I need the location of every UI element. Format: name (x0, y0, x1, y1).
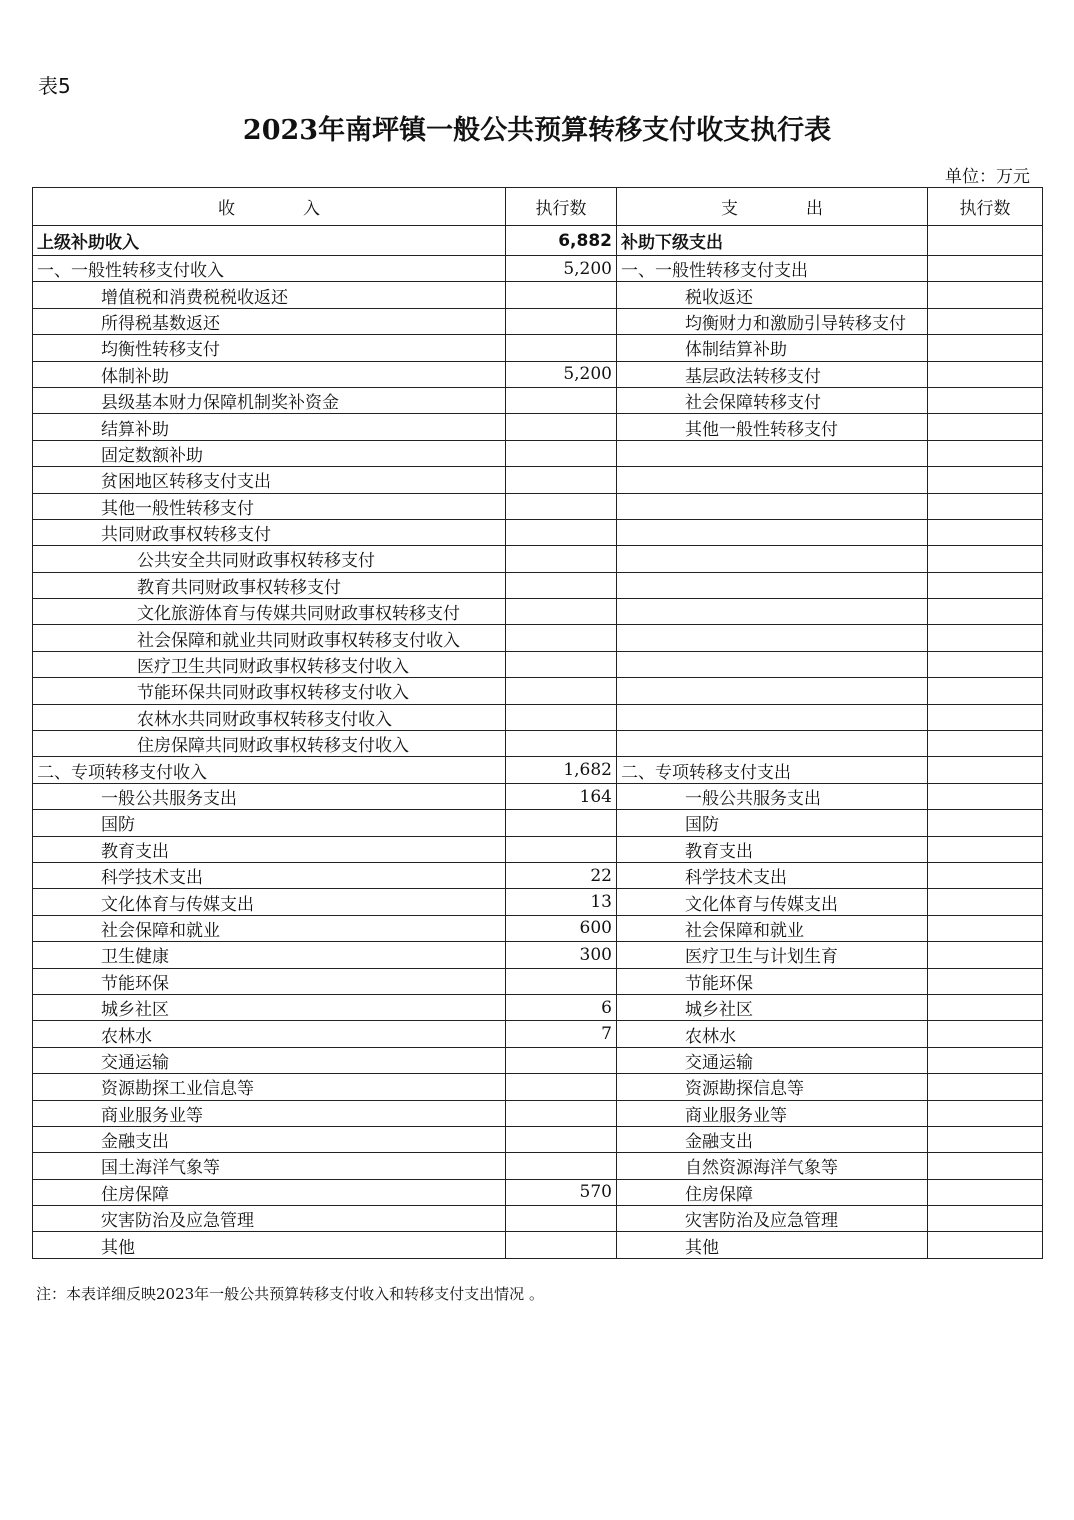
table-row (33, 968, 1043, 994)
expense-amount-cell (928, 678, 1043, 704)
table-row (33, 625, 1043, 651)
expense-item-cell (617, 625, 928, 651)
expense-item-cell: 交通运输 (617, 1047, 928, 1073)
expense-item-cell: 城乡社区 (617, 994, 928, 1020)
header-expense: 支 出 (617, 188, 928, 226)
table-row (33, 757, 1043, 783)
income-amount-cell (506, 1153, 617, 1179)
expense-item-cell (617, 599, 928, 625)
table-row (33, 942, 1043, 968)
income-item-cell: 节能环保共同财政事权转移支付收入 (33, 678, 506, 704)
expense-amount-cell (928, 625, 1043, 651)
income-item-cell: 资源勘探工业信息等 (33, 1074, 506, 1100)
expense-amount-cell (928, 704, 1043, 730)
expense-amount-cell (928, 994, 1043, 1020)
income-amount-cell: 570 (506, 1179, 617, 1205)
income-amount-cell (506, 1074, 617, 1100)
expense-amount-cell (928, 599, 1043, 625)
expense-item-cell: 一般公共服务支出 (617, 783, 928, 809)
table-row (33, 387, 1043, 413)
header-income-amount: 执行数 (506, 188, 617, 226)
income-amount-cell (506, 1126, 617, 1152)
table-row (33, 1100, 1043, 1126)
expense-item-cell: 社会保障转移支付 (617, 387, 928, 413)
expense-amount-cell (928, 308, 1043, 334)
expense-amount-cell (928, 810, 1043, 836)
table-row (33, 519, 1043, 545)
table-body (33, 226, 1043, 1259)
income-item-cell: 住房保障 (33, 1179, 506, 1205)
income-item-cell: 国防 (33, 810, 506, 836)
income-amount-cell (506, 1206, 617, 1232)
expense-amount-cell (928, 361, 1043, 387)
expense-amount-cell (928, 572, 1043, 598)
table-row (33, 414, 1043, 440)
expense-item-cell: 灾害防治及应急管理 (617, 1206, 928, 1232)
expense-item-cell: 节能环保 (617, 968, 928, 994)
expense-item-cell: 其他 (617, 1232, 928, 1258)
expense-amount-cell (928, 1232, 1043, 1258)
table-row (33, 440, 1043, 466)
income-item-cell: 二、专项转移支付收入 (33, 757, 506, 783)
expense-item-cell (617, 572, 928, 598)
expense-amount-cell (928, 889, 1043, 915)
table-row (33, 1021, 1043, 1047)
income-item-cell: 社会保障和就业共同财政事权转移支付收入 (33, 625, 506, 651)
income-amount-cell: 5,200 (506, 256, 617, 282)
income-amount-cell (506, 968, 617, 994)
table-row (33, 783, 1043, 809)
expense-amount-cell (928, 440, 1043, 466)
table-row (33, 889, 1043, 915)
expense-amount-cell (928, 1153, 1043, 1179)
expense-item-cell (617, 519, 928, 545)
table-row (33, 651, 1043, 677)
income-amount-cell (506, 836, 617, 862)
income-item-cell: 教育共同财政事权转移支付 (33, 572, 506, 598)
income-item-cell: 县级基本财力保障机制奖补资金 (33, 387, 506, 413)
table-row (33, 599, 1043, 625)
table-row (33, 282, 1043, 308)
table-row (33, 1206, 1043, 1232)
income-amount-cell (506, 599, 617, 625)
income-amount-cell: 164 (506, 783, 617, 809)
table-header-row (33, 188, 1043, 226)
income-amount-cell (506, 282, 617, 308)
income-amount-cell (506, 678, 617, 704)
table-row (33, 226, 1043, 256)
table-row (33, 1126, 1043, 1152)
income-item-cell: 交通运输 (33, 1047, 506, 1073)
expense-item-cell: 住房保障 (617, 1179, 928, 1205)
expense-amount-cell (928, 1100, 1043, 1126)
budget-table (32, 187, 1043, 1259)
table-row (33, 572, 1043, 598)
expense-item-cell: 税收返还 (617, 282, 928, 308)
table-row (33, 335, 1043, 361)
income-item-cell: 一、一般性转移支付收入 (33, 256, 506, 282)
income-amount-cell (506, 440, 617, 466)
table-number: 表5 (38, 74, 71, 98)
expense-item-cell (617, 678, 928, 704)
table-row (33, 862, 1043, 888)
expense-item-cell (617, 467, 928, 493)
expense-amount-cell (928, 256, 1043, 282)
income-item-cell: 教育支出 (33, 836, 506, 862)
income-amount-cell (506, 387, 617, 413)
table-row (33, 678, 1043, 704)
expense-amount-cell (928, 1179, 1043, 1205)
unit-label: 单位：万元 (945, 167, 1030, 187)
table-row (33, 308, 1043, 334)
table-row (33, 493, 1043, 519)
expense-item-cell: 其他一般性转移支付 (617, 414, 928, 440)
page-title: 2023年南坪镇一般公共预算转移支付收支执行表 (242, 115, 832, 146)
table-row (33, 1179, 1043, 1205)
expense-item-cell: 教育支出 (617, 836, 928, 862)
expense-amount-cell (928, 968, 1043, 994)
income-amount-cell: 6 (506, 994, 617, 1020)
expense-amount-cell (928, 836, 1043, 862)
income-amount-cell (506, 1100, 617, 1126)
income-item-cell: 城乡社区 (33, 994, 506, 1020)
table-row (33, 704, 1043, 730)
income-item-cell: 增值税和消费税税收返还 (33, 282, 506, 308)
expense-amount-cell (928, 757, 1043, 783)
income-item-cell: 贫困地区转移支付支出 (33, 467, 506, 493)
income-amount-cell: 22 (506, 862, 617, 888)
income-amount-cell (506, 414, 617, 440)
income-item-cell: 科学技术支出 (33, 862, 506, 888)
expense-amount-cell (928, 226, 1043, 256)
expense-item-cell (617, 704, 928, 730)
table-row (33, 1153, 1043, 1179)
expense-item-cell (617, 546, 928, 572)
expense-item-cell (617, 651, 928, 677)
expense-amount-cell (928, 519, 1043, 545)
expense-amount-cell (928, 1126, 1043, 1152)
expense-amount-cell (928, 387, 1043, 413)
expense-item-cell (617, 440, 928, 466)
expense-amount-cell (928, 1021, 1043, 1047)
expense-amount-cell (928, 1047, 1043, 1073)
expense-item-cell: 国防 (617, 810, 928, 836)
income-amount-cell: 300 (506, 942, 617, 968)
income-item-cell: 灾害防治及应急管理 (33, 1206, 506, 1232)
expense-amount-cell (928, 282, 1043, 308)
income-item-cell: 固定数额补助 (33, 440, 506, 466)
income-amount-cell (506, 810, 617, 836)
header-income: 收 入 (33, 188, 506, 226)
expense-item-cell: 科学技术支出 (617, 862, 928, 888)
expense-item-cell (617, 731, 928, 757)
expense-item-cell: 体制结算补助 (617, 335, 928, 361)
table-row (33, 994, 1043, 1020)
table-row (33, 810, 1043, 836)
expense-amount-cell (928, 1074, 1043, 1100)
income-amount-cell: 600 (506, 915, 617, 941)
income-item-cell: 社会保障和就业 (33, 915, 506, 941)
expense-item-cell: 均衡财力和激励引导转移支付 (617, 308, 928, 334)
expense-item-cell: 文化体育与传媒支出 (617, 889, 928, 915)
income-item-cell: 农林水共同财政事权转移支付收入 (33, 704, 506, 730)
expense-amount-cell (928, 862, 1043, 888)
income-amount-cell (506, 546, 617, 572)
income-amount-cell (506, 335, 617, 361)
table-row (33, 361, 1043, 387)
income-item-cell: 节能环保 (33, 968, 506, 994)
income-item-cell: 其他一般性转移支付 (33, 493, 506, 519)
table-row (33, 1047, 1043, 1073)
expense-item-cell: 一、一般性转移支付支出 (617, 256, 928, 282)
table-row (33, 836, 1043, 862)
expense-amount-cell (928, 546, 1043, 572)
table-row (33, 1232, 1043, 1258)
expense-amount-cell (928, 335, 1043, 361)
income-amount-cell: 7 (506, 1021, 617, 1047)
expense-item-cell: 资源勘探信息等 (617, 1074, 928, 1100)
income-item-cell: 一般公共服务支出 (33, 783, 506, 809)
income-item-cell: 文化体育与传媒支出 (33, 889, 506, 915)
table-row (33, 1074, 1043, 1100)
income-item-cell: 上级补助收入 (33, 226, 506, 256)
table-row (33, 256, 1043, 282)
income-amount-cell: 6,882 (506, 226, 617, 256)
income-item-cell: 医疗卫生共同财政事权转移支付收入 (33, 651, 506, 677)
income-item-cell: 文化旅游体育与传媒共同财政事权转移支付 (33, 599, 506, 625)
expense-amount-cell (928, 942, 1043, 968)
income-amount-cell (506, 308, 617, 334)
expense-item-cell: 医疗卫生与计划生育 (617, 942, 928, 968)
income-item-cell: 所得税基数返还 (33, 308, 506, 334)
income-item-cell: 卫生健康 (33, 942, 506, 968)
income-amount-cell (506, 651, 617, 677)
income-amount-cell: 13 (506, 889, 617, 915)
header-expense-amount: 执行数 (928, 188, 1043, 226)
income-amount-cell (506, 572, 617, 598)
footnote: 注：本表详细反映2023年一般公共预算转移支付收入和转移支付支出情况 。 (36, 1285, 544, 1303)
expense-amount-cell (928, 783, 1043, 809)
income-item-cell: 体制补助 (33, 361, 506, 387)
income-item-cell: 金融支出 (33, 1126, 506, 1152)
income-amount-cell: 1,682 (506, 757, 617, 783)
expense-item-cell: 二、专项转移支付支出 (617, 757, 928, 783)
expense-amount-cell (928, 651, 1043, 677)
expense-amount-cell (928, 731, 1043, 757)
income-amount-cell (506, 625, 617, 651)
income-item-cell: 公共安全共同财政事权转移支付 (33, 546, 506, 572)
income-item-cell: 农林水 (33, 1021, 506, 1047)
expense-amount-cell (928, 414, 1043, 440)
table-row (33, 546, 1043, 572)
income-item-cell: 其他 (33, 1232, 506, 1258)
income-amount-cell (506, 1232, 617, 1258)
income-amount-cell (506, 493, 617, 519)
expense-amount-cell (928, 493, 1043, 519)
income-amount-cell: 5,200 (506, 361, 617, 387)
income-item-cell: 住房保障共同财政事权转移支付收入 (33, 731, 506, 757)
expense-item-cell: 农林水 (617, 1021, 928, 1047)
table-row (33, 467, 1043, 493)
income-amount-cell (506, 1047, 617, 1073)
income-amount-cell (506, 704, 617, 730)
table-row (33, 731, 1043, 757)
expense-item-cell (617, 493, 928, 519)
expense-item-cell: 基层政法转移支付 (617, 361, 928, 387)
income-amount-cell (506, 731, 617, 757)
income-item-cell: 结算补助 (33, 414, 506, 440)
expense-item-cell: 自然资源海洋气象等 (617, 1153, 928, 1179)
income-item-cell: 商业服务业等 (33, 1100, 506, 1126)
income-item-cell: 均衡性转移支付 (33, 335, 506, 361)
expense-item-cell: 补助下级支出 (617, 226, 928, 256)
expense-item-cell: 金融支出 (617, 1126, 928, 1152)
income-amount-cell (506, 519, 617, 545)
expense-item-cell: 商业服务业等 (617, 1100, 928, 1126)
expense-amount-cell (928, 915, 1043, 941)
expense-item-cell: 社会保障和就业 (617, 915, 928, 941)
income-item-cell: 共同财政事权转移支付 (33, 519, 506, 545)
income-amount-cell (506, 467, 617, 493)
expense-amount-cell (928, 467, 1043, 493)
income-item-cell: 国土海洋气象等 (33, 1153, 506, 1179)
table-row (33, 915, 1043, 941)
expense-amount-cell (928, 1206, 1043, 1232)
